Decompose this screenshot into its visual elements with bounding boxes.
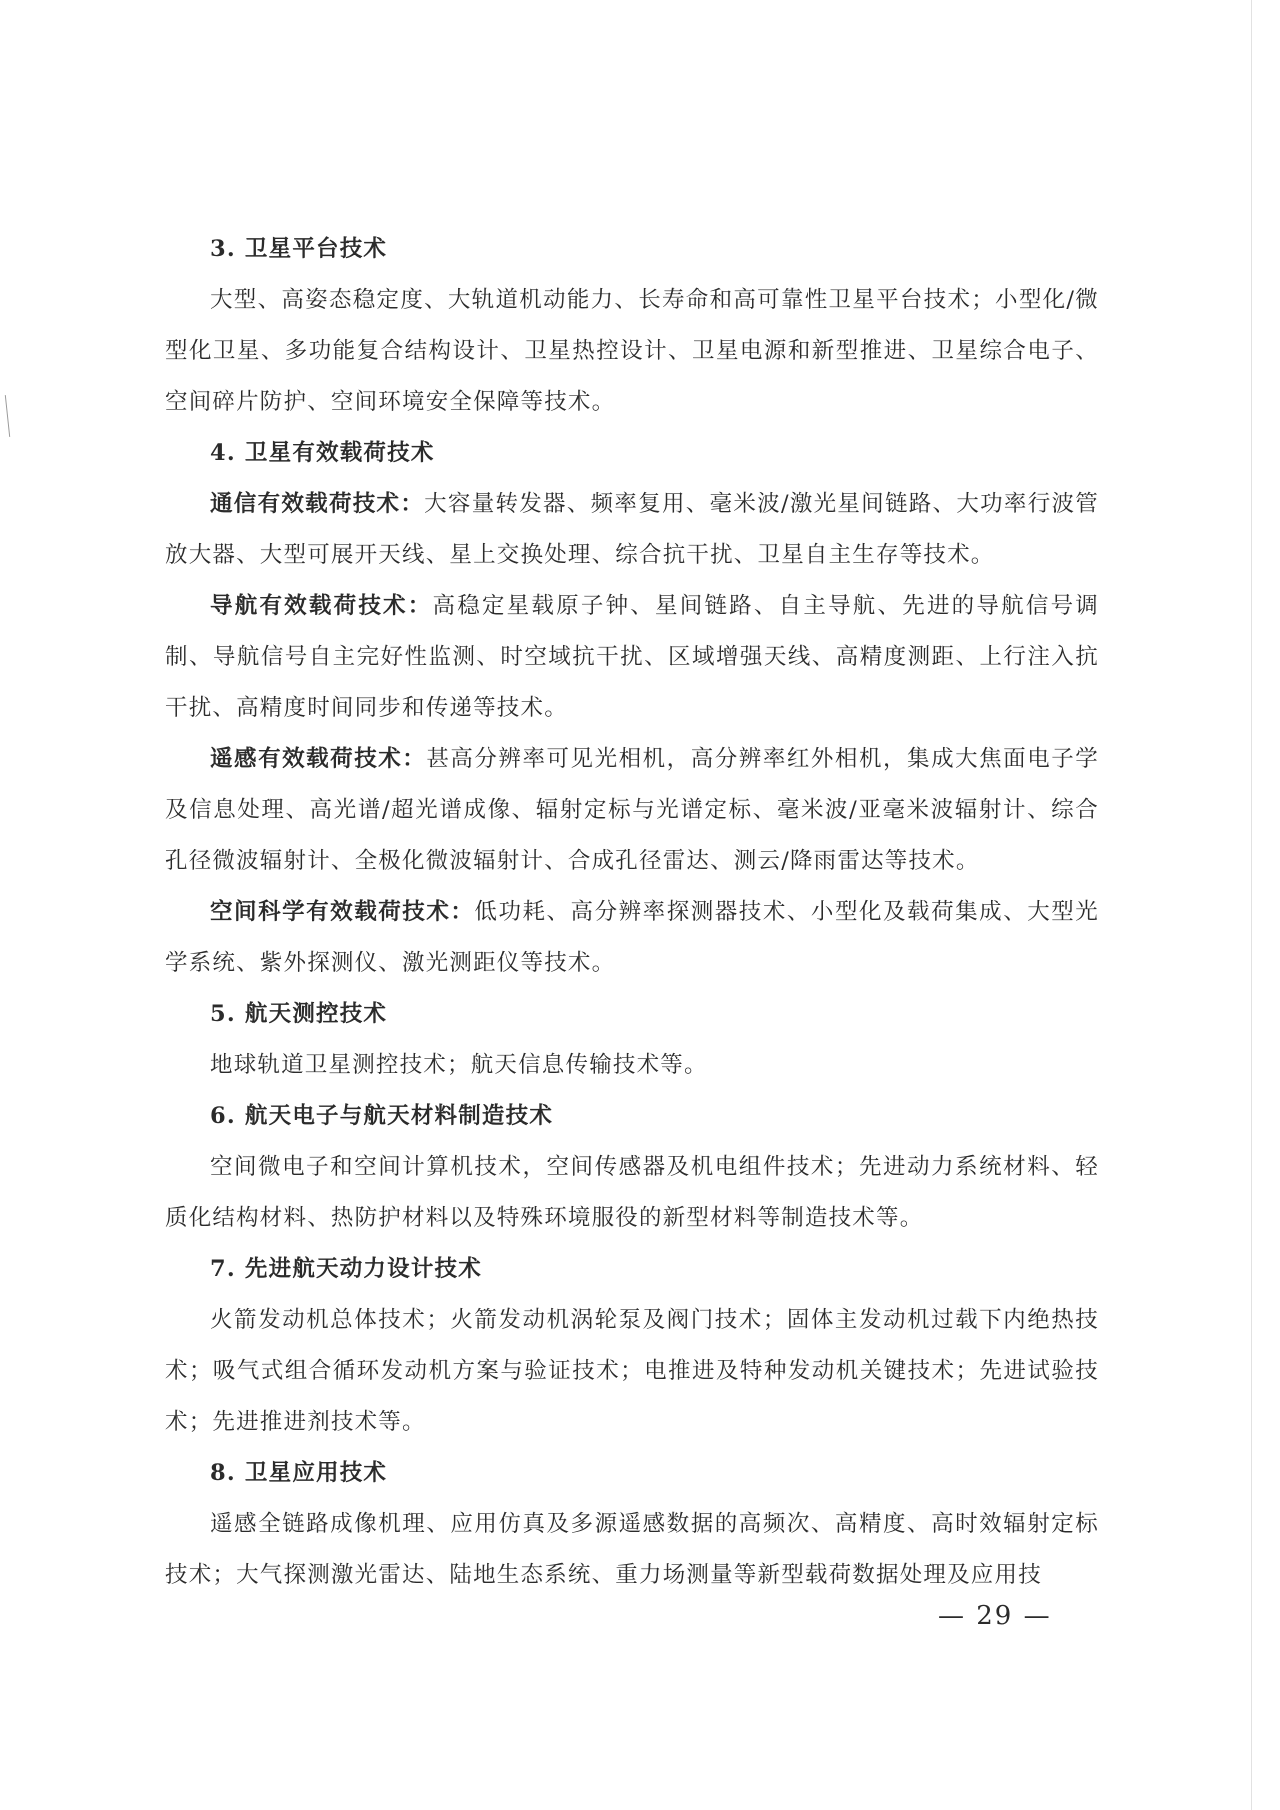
section-4-paragraph-communication [165, 479, 1099, 581]
section-4-heading: 4. 卫星有效载荷技术 [210, 440, 435, 466]
paragraph-text: 低功耗、高分辨率探测器技术、小型化及载荷集成、大型光学系统、紫外探测仪、激光测距仪等技术。 [165, 899, 1100, 976]
section-3-body: 大型、高姿态稳定度、大轨道机动能力、长寿命和高可靠性卫星平台技术；小型化/微型化卫星、多功能复合结构设计、卫星热控设计、卫星电源和新型推进、卫星综合电子、空间碎片防护、空间环境安全保障等技术。 [165, 287, 1099, 415]
paragraph-lead: 导航有效载荷技术： [210, 593, 433, 619]
document-body [165, 224, 1099, 1601]
section-3-heading: 3. 卫星平台技术 [210, 236, 388, 262]
section-7-heading: 7. 先进航天动力设计技术 [210, 1256, 482, 1282]
section-6-body: 空间微电子和空间计算机技术，空间传感器及机电组件技术；先进动力系统材料、轻质化结构材料、热防护材料以及特殊环境服役的新型材料等制造技术等。 [165, 1154, 1099, 1231]
paragraph-lead: 遥感有效载荷技术： [210, 746, 427, 772]
section-4-paragraph-navigation [165, 581, 1099, 734]
section-6-heading: 6. 航天电子与航天材料制造技术 [210, 1103, 554, 1129]
scan-edge-line [1251, 0, 1252, 1810]
page-number: — 29 — [938, 1601, 1052, 1631]
paragraph-text: 甚高分辨率可见光相机，高分辨率红外相机，集成大焦面电子学及信息处理、高光谱/超光谱成像、辐射定标与光谱定标、毫米波/亚毫米波辐射计、综合孔径微波辐射计、全极化微波辐射计、合成孔径雷达、测云/降雨雷达等技术。 [165, 746, 1099, 874]
scan-margin-mark [5, 395, 10, 437]
section-5-heading: 5. 航天测控技术 [210, 1001, 388, 1027]
section-4-paragraph-remote-sensing [165, 734, 1099, 887]
section-7-body: 火箭发动机总体技术；火箭发动机涡轮泵及阀门技术；固体主发动机过载下内绝热技术；吸气式组合循环发动机方案与验证技术；电推进及特种发动机关键技术；先进试验技术；先进推进剂技术等。 [165, 1307, 1099, 1435]
paragraph-text: 高稳定星载原子钟、星间链路、自主导航、先进的导航信号调制、导航信号自主完好性监测、时空域抗干扰、区域增强天线、高精度测距、上行注入抗干扰、高精度时间同步和传递等技术。 [165, 593, 1099, 721]
section-8-heading: 8. 卫星应用技术 [210, 1460, 388, 1486]
section-8-body: 遥感全链路成像机理、应用仿真及多源遥感数据的高频次、高精度、高时效辐射定标技术；大气探测激光雷达、陆地生态系统、重力场测量等新型载荷数据处理及应用技 [165, 1511, 1099, 1588]
section-4-paragraph-space-science [165, 887, 1099, 989]
paragraph-lead: 空间科学有效载荷技术： [210, 899, 475, 925]
paragraph-text: 大容量转发器、频率复用、毫米波/激光星间链路、大功率行波管放大器、大型可展开天线、星上交换处理、综合抗干扰、卫星自主生存等技术。 [165, 491, 1099, 568]
section-5-body: 地球轨道卫星测控技术；航天信息传输技术等。 [210, 1052, 708, 1078]
paragraph-lead: 通信有效载荷技术： [210, 491, 425, 517]
